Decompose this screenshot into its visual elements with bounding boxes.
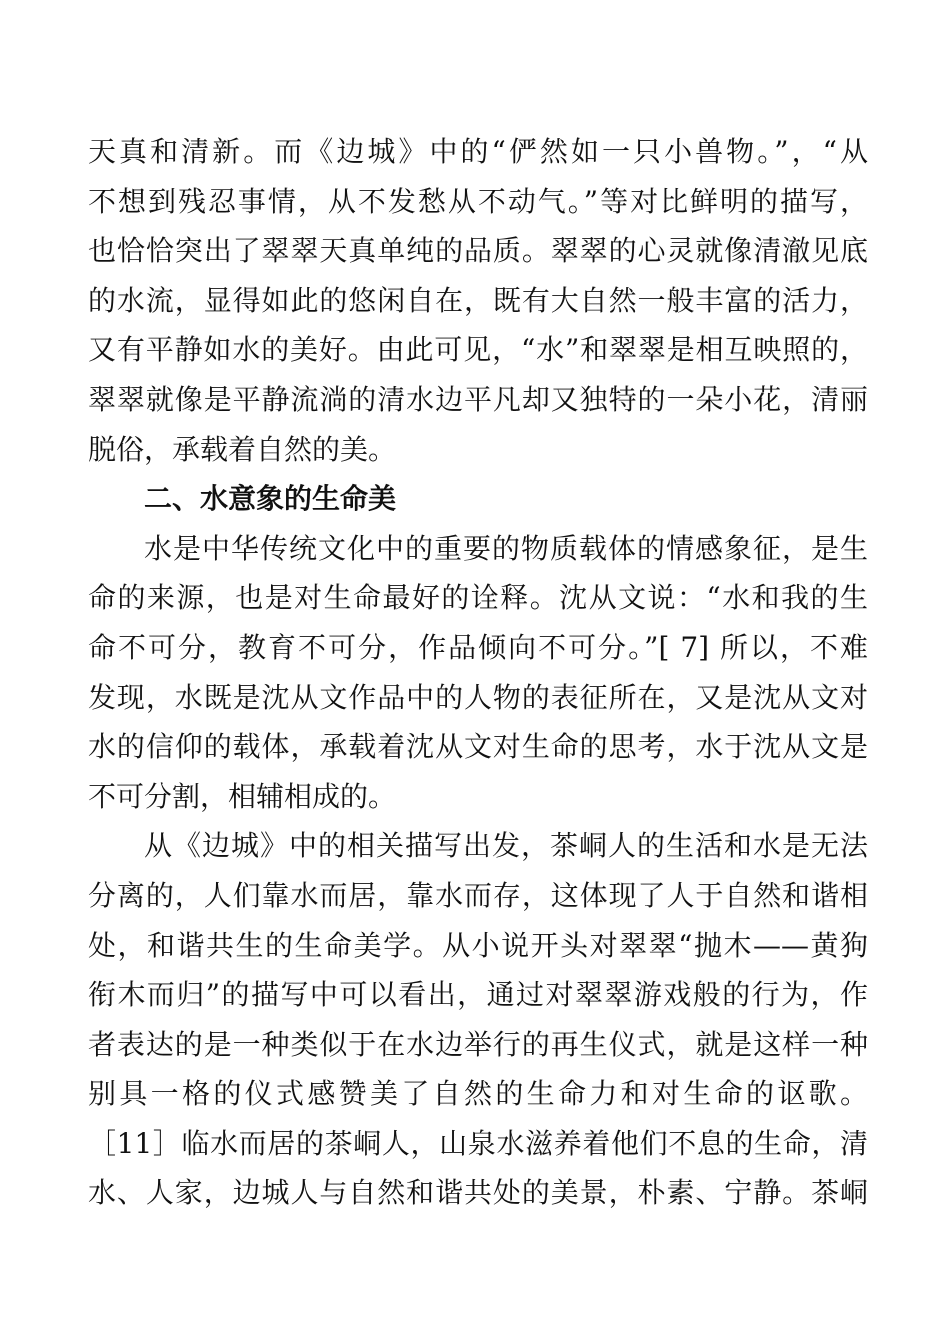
text-line: 也恰恰突出了翠翠天真单纯的品质。翠翠的心灵就像清澈见底 — [88, 234, 868, 268]
section-heading: 二、水意象的生命美 — [144, 482, 397, 516]
text-line: 的水流，显得如此的悠闲自在，既有大自然一般丰富的活力， — [88, 283, 868, 317]
text-line: 分离的，人们靠水而居，靠水而存，这体现了人于自然和谐相 — [88, 878, 868, 912]
text-line: 处，和谐共生的生命美学。从小说开头对翠翠“抛木——黄狗 — [88, 928, 868, 962]
text-line: 从《边城》中的相关描写出发，茶峒人的生活和水是无法 — [144, 829, 868, 863]
document-page — [88, 127, 868, 1218]
text-line: 者表达的是一种类似于在水边举行的再生仪式，就是这样一种 — [88, 1027, 868, 1061]
text-line: 翠翠就像是平静流淌的清水边平凡却又独特的一朵小花，清丽 — [88, 382, 868, 416]
text-line: 命的来源，也是对生命最好的诠释。沈从文说：“水和我的生 — [88, 581, 868, 615]
text-line: 别具一格的仪式感赞美了自然的生命力和对生命的讴歌。 — [88, 1077, 868, 1111]
text-line: 命不可分，教育不可分，作品倾向不可分。”[ 7] 所以，不难 — [88, 630, 868, 664]
text-line: 脱俗，承载着自然的美。 — [88, 432, 397, 466]
paragraph-3 — [88, 821, 868, 1218]
text-line: 天真和清新。而《边城》中的“俨然如一只小兽物。”，“从 — [88, 135, 868, 168]
text-line: 不可分割，相辅相成的。 — [88, 779, 397, 813]
paragraph-1 — [88, 127, 868, 474]
text-line: 发现，水既是沈从文作品中的人物的表征所在，又是沈从文对 — [88, 680, 868, 714]
paragraph-2 — [88, 524, 868, 822]
text-line: 水、人家，边城人与自然和谐共处的美景，朴素、宁静。茶峒 — [88, 1176, 868, 1210]
text-line: 水的信仰的载体，承载着沈从文对生命的思考，水于沈从文是 — [88, 730, 868, 764]
text-line: ［11］临水而居的茶峒人，山泉水滋养着他们不息的生命，清 — [88, 1126, 868, 1160]
text-line: 衔木而归”的描写中可以看出，通过对翠翠游戏般的行为，作 — [88, 978, 868, 1012]
text-line: 水是中华传统文化中的重要的物质载体的情感象征，是生 — [144, 531, 868, 565]
text-line: 不想到残忍事情，从不发愁从不动气。”等对比鲜明的描写， — [88, 184, 868, 218]
text-line: 又有平静如水的美好。由此可见，“水”和翠翠是相互映照的， — [88, 333, 868, 367]
